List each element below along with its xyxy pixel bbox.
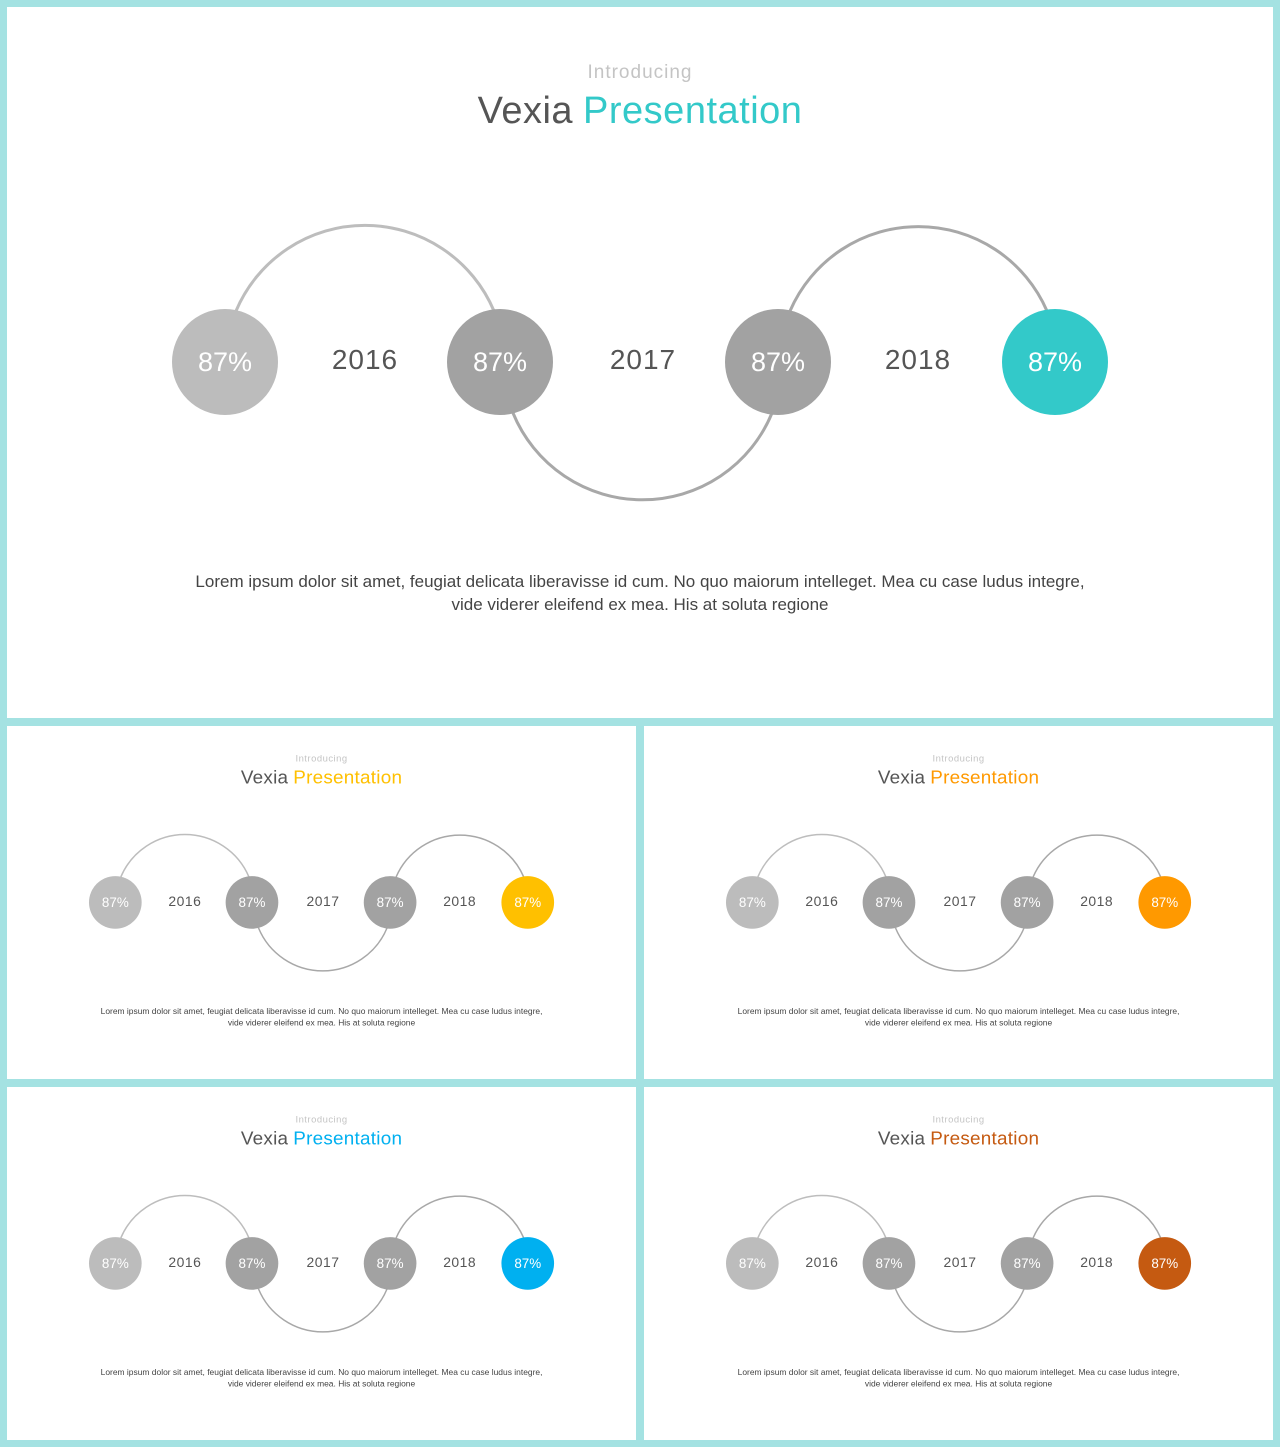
year-label-2: 2017 [609,344,677,375]
percent-circle-1: 87% [172,309,278,415]
arc-bottom-middle [513,413,772,500]
title-main: Vexia [240,1128,289,1150]
intro-text: Introducing [932,1114,985,1125]
percent-circle-highlight: 87% [1138,876,1191,929]
slide-content [644,1087,1273,1440]
title-main: Vexia [877,767,926,789]
year-label-1: 2016 [805,893,839,909]
description [167,570,1113,616]
intro-text: Introducing [295,1114,348,1125]
description [87,1006,557,1029]
arc-top-left [758,1196,886,1239]
description-line-2: vide viderer eleifend ex mea. His at soluta regione [864,1379,1053,1389]
arc-top-right [1033,1196,1161,1238]
year-label-1: 2016 [168,1254,202,1270]
intro-text: Introducing [295,753,348,764]
arc-top-left [121,1196,249,1239]
description-line-1: Lorem ipsum dolor sit amet, feugiat delicata liberavisse id cum. No quo maiorum intelleget. Mea cu case ludus integre, [737,1367,1180,1378]
percent-circle-2: 87% [863,1237,916,1290]
year-label-2: 2017 [306,1254,340,1270]
percent-circle-3: 87% [1001,1237,1054,1290]
title-accent: Presentation [930,767,1040,789]
title-accent: Presentation [930,1128,1040,1150]
year-label-3: 2018 [443,893,477,909]
arc-top-right [396,1196,524,1238]
slide-content [7,7,1273,718]
percent-circle-2: 87% [863,876,916,929]
arc-top-left [758,835,886,878]
arc-top-right [790,227,1047,311]
percent-circle-1: 87% [726,876,779,929]
description-line-2: vide viderer eleifend ex mea. His at soluta regione [864,1018,1053,1028]
year-label-3: 2018 [1080,893,1114,909]
title-main: Vexia [877,1128,926,1150]
arc-bottom-middle [258,1289,387,1332]
percent-circle-3: 87% [364,1237,417,1290]
percent-circle-2: 87% [226,1237,279,1290]
description [724,1006,1194,1029]
description [87,1367,557,1390]
slide-variant-orange [644,726,1273,1079]
arc-top-left [121,835,249,878]
year-label-1: 2016 [168,893,202,909]
percent-circle-3: 87% [725,309,831,415]
slide-content [644,726,1273,1079]
title-main: Vexia [240,767,289,789]
arc-top-right [1033,835,1161,877]
percent-circle-1: 87% [89,1237,142,1290]
arc-top-right [396,835,524,877]
percent-circle-3: 87% [1001,876,1054,929]
year-label-3: 2018 [884,344,952,375]
slide-content [7,726,636,1079]
description [724,1367,1194,1390]
percent-circle-2: 87% [226,876,279,929]
year-label-3: 2018 [443,1254,477,1270]
arc-bottom-middle [258,928,387,971]
slide-variant-yellow [7,726,636,1079]
description-line-1: Lorem ipsum dolor sit amet, feugiat delicata liberavisse id cum. No quo maiorum intelleget. Mea cu case ludus integre, [195,572,1085,591]
intro-text: Introducing [587,62,693,83]
year-label-2: 2017 [306,893,340,909]
year-label-2: 2017 [943,1254,977,1270]
year-label-3: 2018 [1080,1254,1114,1270]
arc-bottom-middle [895,1289,1024,1332]
percent-circle-3: 87% [364,876,417,929]
title-accent: Presentation [293,767,403,789]
description-line-2: vide viderer eleifend ex mea. His at soluta regione [451,595,829,614]
description-line-1: Lorem ipsum dolor sit amet, feugiat delicata liberavisse id cum. No quo maiorum intelleget. Mea cu case ludus integre, [737,1006,1180,1017]
percent-circle-highlight: 87% [1002,309,1108,415]
title-main: Vexia [477,90,574,132]
percent-circle-highlight: 87% [1138,1237,1191,1290]
year-label-1: 2016 [805,1254,839,1270]
title-accent: Presentation [583,90,803,132]
percent-circle-1: 87% [726,1237,779,1290]
slide-main [7,7,1273,718]
percent-circle-2: 87% [447,309,553,415]
percent-circle-highlight: 87% [501,876,554,929]
slide-variant-brown [644,1087,1273,1440]
description-line-2: vide viderer eleifend ex mea. His at soluta regione [227,1379,416,1389]
percent-circle-1: 87% [89,876,142,929]
year-label-2: 2017 [943,893,977,909]
slide-content [7,1087,636,1440]
year-label-1: 2016 [331,344,399,375]
intro-text: Introducing [932,753,985,764]
title-accent: Presentation [293,1128,403,1150]
percent-circle-highlight: 87% [501,1237,554,1290]
arc-top-left [236,225,494,311]
description-line-1: Lorem ipsum dolor sit amet, feugiat delicata liberavisse id cum. No quo maiorum intelleget. Mea cu case ludus integre, [100,1367,543,1378]
arc-bottom-middle [895,928,1024,971]
slide-variant-blue [7,1087,636,1440]
description-line-2: vide viderer eleifend ex mea. His at soluta regione [227,1018,416,1028]
description-line-1: Lorem ipsum dolor sit amet, feugiat delicata liberavisse id cum. No quo maiorum intelleget. Mea cu case ludus integre, [100,1006,543,1017]
